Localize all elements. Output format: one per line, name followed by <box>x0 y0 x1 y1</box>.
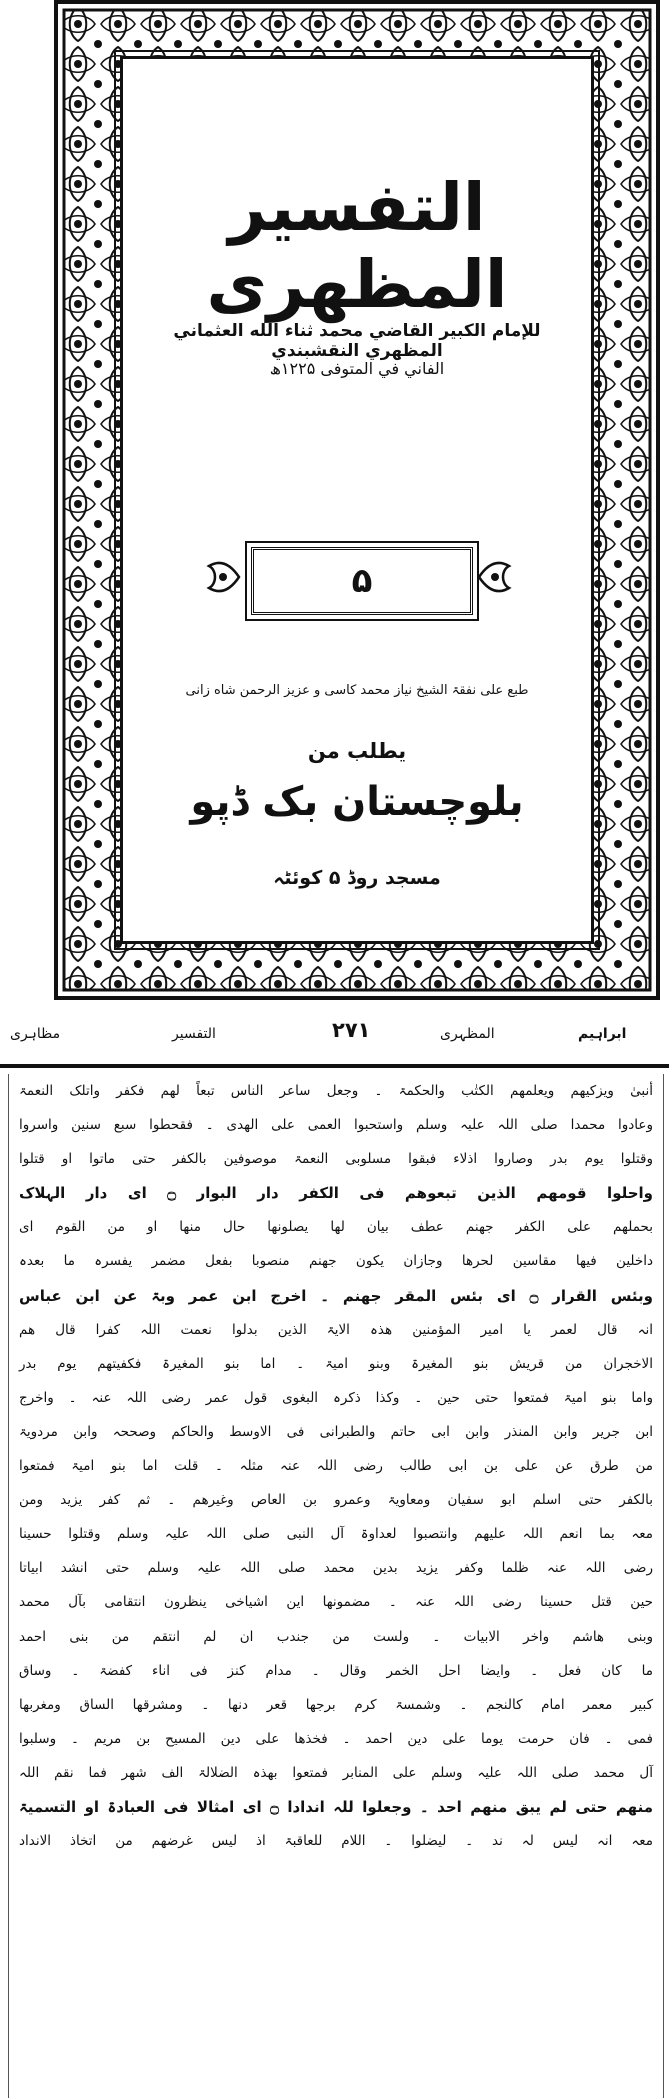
publisher-name: بلوچستان بک ڈپو <box>190 779 524 825</box>
text-line: وبنی ھاشم واخر الابیات ۔ ولست من جندب ان لم انتقم من بنی احمد <box>19 1628 653 1645</box>
text-line: واما بنو امیۃ فمتعوا حتی حین ۔ وکذا ذکرہ البغوی قول عمر رضی اللہ عنہ ۔ واخرج <box>19 1389 653 1406</box>
text-page <box>0 1004 669 2100</box>
text-line: معہ بما انعم اللہ علیھم وانتصبوا لعداوۃ آل النبی صلی اللہ علیہ وسلم وقتلوا حسینا <box>19 1526 653 1543</box>
text-line: الاخجران من قریش بنو المغیرۃ وبنو امیۃ ۔ اما بنو المغیرۃ فکفیتھم یوم بدر <box>19 1355 653 1372</box>
page-header <box>0 1004 669 1064</box>
printer-line: طبع علی نفقۃ الشیخ نیاز محمد کاسی و عزیز الرحمن شاه‌ زانی <box>185 683 529 698</box>
text-line: واحلوا قومھم الذین تبعوھم فی الکفر دار البوار ۝ ای دار الہلاک <box>19 1184 654 1203</box>
cover-panel <box>120 56 594 944</box>
text-line: من طرق عن علی بن ابی طالب رضی اللہ عنہ مثلہ ۔ قلت اما بنو امیۃ فمتعوا <box>19 1458 653 1475</box>
text-line: معہ انہ لیس لہ ند ۔ لیضلوا ۔ اللام للعاقبۃ اذ لیس غرضھم من اتخاذ الانداد <box>19 1833 653 1850</box>
author-death-year: الفاني في المتوفی ۱۲۲۵ھ <box>269 359 445 378</box>
author-line: للإمام الکبیر القاضي محمد ثناء الله العثماني المظهري النقشبندي <box>173 321 541 361</box>
text-line: ابن جریر وابن المنذر وابن ابی حاتم والطبرانی فی الاوسط والحاکم وصححہ وابن مردویۃ <box>19 1423 653 1440</box>
publisher-address: مسجد روڈ ۵ کوئٹہ <box>273 867 441 889</box>
header-tafsir: التفسیر <box>172 1026 216 1042</box>
text-line: بحملھم علی الکفر جھنم عطف بیان لھا یصلونھا حال منھا او من القوم ای <box>19 1219 653 1236</box>
text-line: منھم حتی لم یبق منھم احد ۔ وجعلوا للہ اندادا ۝ ای امثالا فی العبادۃ او التسمیۃ <box>19 1797 653 1816</box>
text-line: ما کان فعل ۔ وایضا احل الخمر وقال ۔ مدام کنز فی اناء کفضۃ ۔ وساق <box>19 1662 653 1679</box>
header-page-number: ۲۷۱ <box>332 1018 371 1042</box>
header-book-short: المظہری <box>440 1026 495 1042</box>
header-corner: مظاہری <box>10 1026 61 1042</box>
page-body <box>8 1074 664 2098</box>
text-line: أنبیٰ ویزکیھم ویعلمھم الکتٰب والحکمۃ ۔ وجعل ساعر الناس تبعاً لھم فکفر واتلک النعمۃ <box>19 1083 653 1099</box>
text-line: بالکفر حتی اسلم ابو سفیان ومعاویۃ وعمرو بن العاص وغیرھم ۔ ثم کفر یزید ومن <box>19 1492 653 1509</box>
text-line: انہ قال لعمر یا امیر المؤمنین ھذہ الایۃ الذین بدلوا نعمت اللہ کفرا قال ھم <box>19 1321 653 1338</box>
text-line: وعادوا محمدا صلی اللہ علیہ وسلم واستحبوا العمی علی الھدی ۔ فقحطوا سبع سنین واسروا <box>19 1117 653 1134</box>
text-line: وبئس القرار ۝ ای بئس المقر جھنم ۔ اخرج ابن عمر وبۃ عن ابن عباس <box>19 1286 654 1305</box>
volume-number: ۵ <box>351 561 373 601</box>
header-surah: ابراہیم <box>578 1026 627 1042</box>
text-line: حین قتل حسینا رضی اللہ عنہ ۔ مضمونھا این اشیاخی ینظرون انتقامی بآل محمد <box>19 1594 653 1611</box>
volume-ornament-left-icon <box>203 552 243 602</box>
book-cover <box>54 0 660 1000</box>
requested-from: یطلب من <box>307 739 407 763</box>
volume-ornament-right-icon <box>475 552 515 602</box>
text-line: فمی ۔ فان حرمت یوما علی دین احمد ۔ فخذھا علی دین المسیح بن مریم ۔ وسلبوا <box>19 1730 653 1747</box>
volume-box <box>251 547 473 615</box>
text-line: وقتلوا یوم بدر وصاروا اذلاء فبقوا مسلوبی النعمۃ موصوفین بالکفر حتی ماتوا او قتلوا <box>19 1151 653 1168</box>
text-line: کبیر معمر امام کالنجم ۔ وشمسۃ کرم برجھا قعر دنھا ۔ ومشرقھا الساق ومغربھا <box>19 1696 653 1713</box>
header-rule <box>0 1064 669 1068</box>
text-lines <box>9 1074 663 1858</box>
text-line: داخلین فیھا مقاسین لحرھا وجازان یکون جھنم منصوبا بفعل مضمر یفسرہ ما بعدہ <box>19 1253 653 1270</box>
text-line: آل محمد صلی اللہ علیہ وسلم علی المنابر فمتعوا بھذہ الضلالۃ الف شھر فما نقم اللہ <box>19 1764 653 1781</box>
book-title: التفسير المظهری <box>206 169 508 323</box>
text-line: رضی اللہ عنہ ظلما وکفر یزید بدین محمد صلی اللہ علیہ وسلم حتی انشد ابیاتا <box>19 1560 653 1577</box>
